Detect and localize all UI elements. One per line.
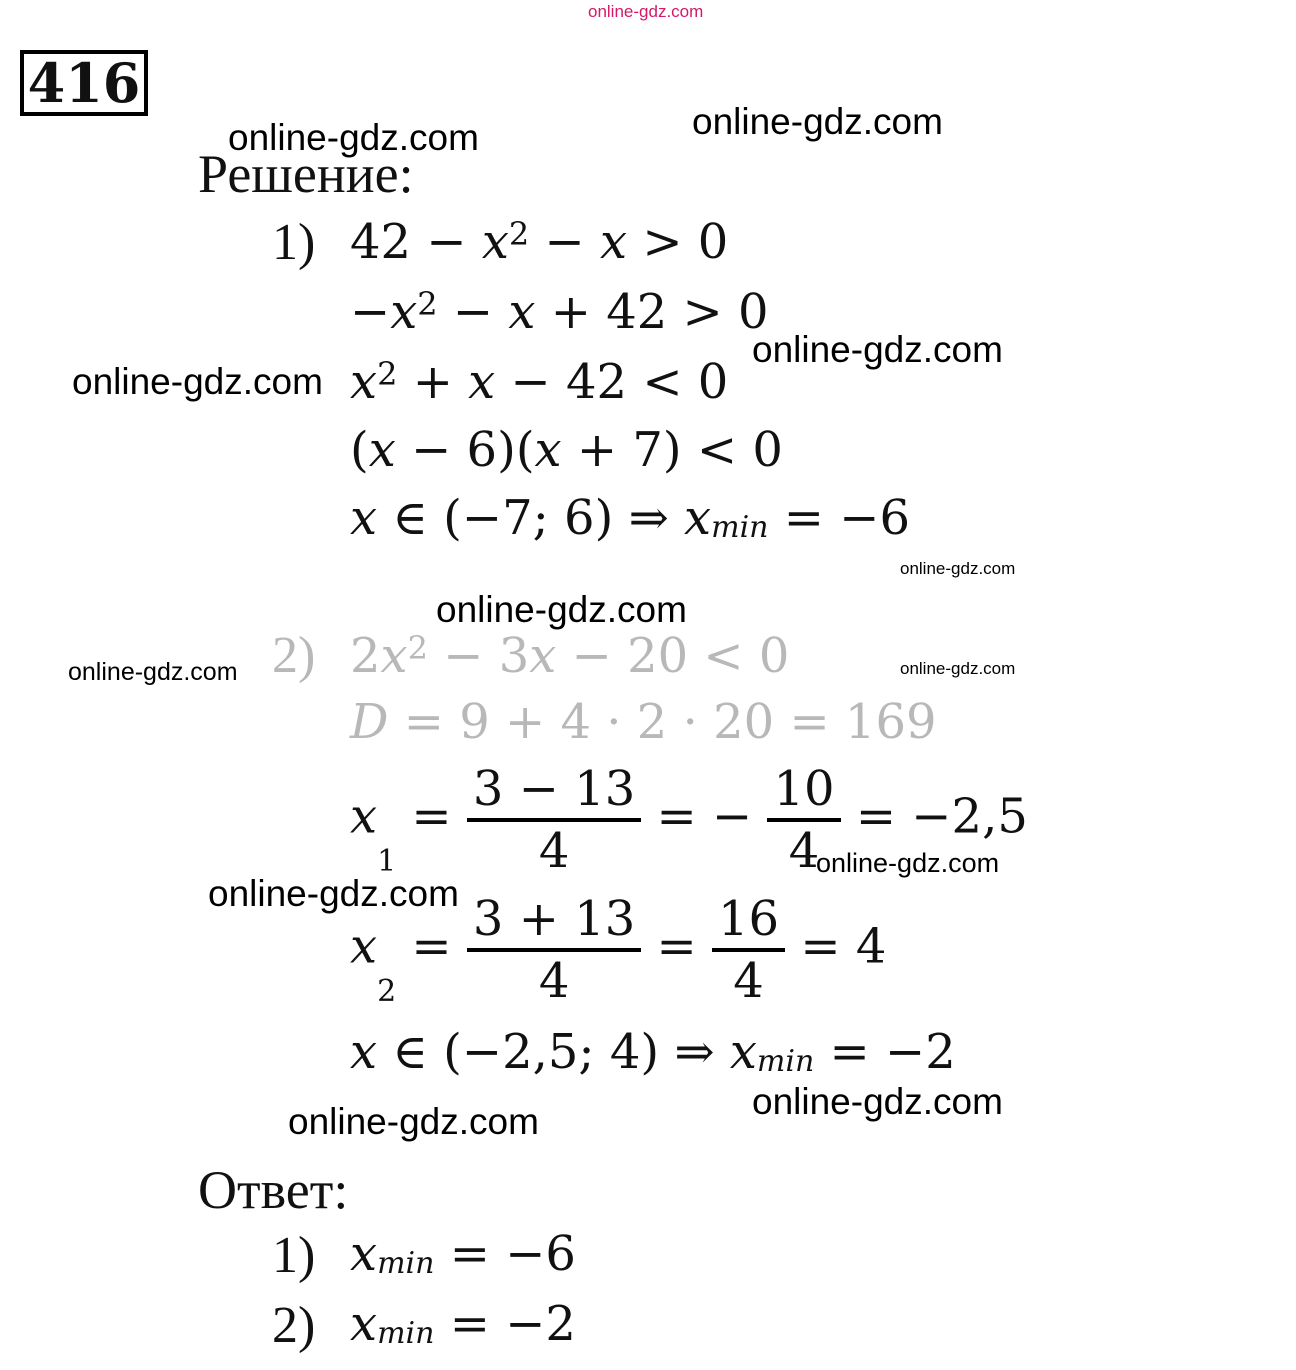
x1-fraction-2: $\frac{10}{4}$ bbox=[767, 760, 840, 880]
part2-conclusion: x ∈ (−2,5; 4) ⇒ $x_{min} = -2$ bbox=[350, 1024, 956, 1080]
answer-heading: Ответ: bbox=[198, 1160, 349, 1220]
answer-2-label: 2) bbox=[272, 1297, 316, 1354]
watermark: online-gdz.com bbox=[208, 873, 459, 914]
watermark: online-gdz.com bbox=[900, 559, 1016, 578]
watermark: online-gdz.com bbox=[752, 1081, 1003, 1122]
answer-2: $x_{min} = -2$ bbox=[350, 1296, 576, 1352]
solution-heading: Решение: bbox=[198, 144, 414, 204]
x2-fraction-2: $\frac{16}{4}$ bbox=[712, 890, 785, 1010]
watermark: online-gdz.com bbox=[692, 101, 943, 142]
part2-inequality: $2x^2 - 3x - 20 < 0$ bbox=[350, 628, 790, 684]
watermark: online-gdz.com bbox=[752, 329, 1003, 370]
answer-1-label: 1) bbox=[272, 1227, 316, 1284]
problem-number: 416 bbox=[20, 50, 148, 116]
watermark: online-gdz.com bbox=[436, 589, 687, 630]
part2-x2: $x_2$ = $\frac{3 + 13}{4}$ = $\frac{16}{4}$ = 4 bbox=[350, 891, 887, 1009]
watermark-top: online-gdz.com bbox=[588, 2, 704, 21]
part2-discriminant: D = 9 + 4 · 2 · 20 = 169 bbox=[350, 694, 937, 750]
watermark: online-gdz.com bbox=[68, 658, 238, 686]
part2-x1: $x_1$ = $\frac{3 - 13}{4}$ = − $\frac{10}{4}$ = −2,5 bbox=[350, 761, 1028, 879]
part1-line-3: $x^2 + x - 42 < 0$ bbox=[350, 354, 729, 410]
watermark: online-gdz.com bbox=[228, 117, 479, 158]
part1-line-2: $-x^2 - x + 42 > 0$ bbox=[350, 284, 769, 340]
x1-fraction-1: $\frac{3 - 13}{4}$ bbox=[467, 760, 641, 880]
part1-line-1: $42 - x^2 - x > 0$ bbox=[350, 214, 729, 270]
watermark: online-gdz.com bbox=[900, 659, 1016, 678]
watermark: online-gdz.com bbox=[816, 848, 1000, 878]
part1-line-5: x ∈ (−7; 6) ⇒ $x_{min} = -6$ bbox=[350, 490, 910, 546]
watermark: online-gdz.com bbox=[72, 361, 323, 402]
part1-label: 1) bbox=[272, 214, 316, 271]
answer-1: $x_{min} = -6$ bbox=[350, 1226, 576, 1282]
x2-fraction-1: $\frac{3 + 13}{4}$ bbox=[467, 890, 641, 1010]
part2-label: 2) bbox=[272, 627, 316, 684]
part1-line-4: (x − 6)(x + 7) < 0 bbox=[350, 422, 783, 478]
watermark: online-gdz.com bbox=[288, 1101, 539, 1142]
